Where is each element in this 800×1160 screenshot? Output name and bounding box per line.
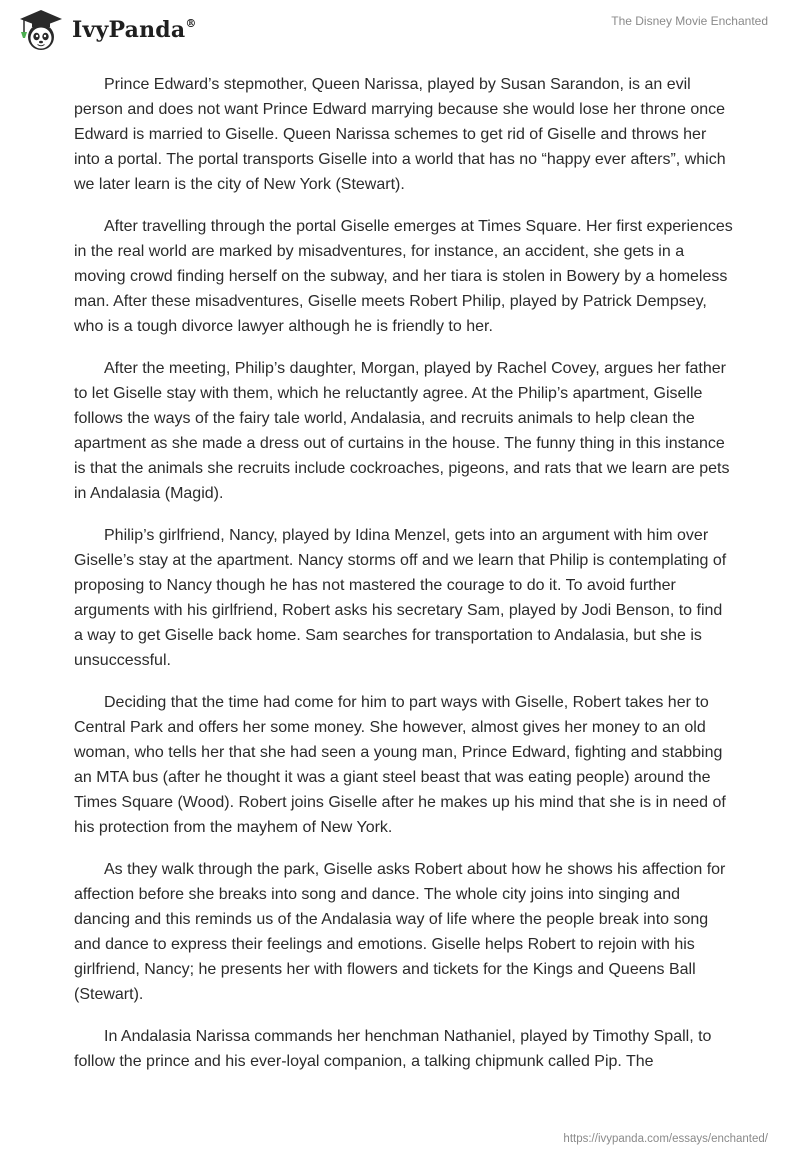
essay-body — [74, 72, 734, 1091]
document-title: The Disney Movie Enchanted — [611, 14, 768, 28]
paragraph: After the meeting, Philip’s daughter, Morgan, played by Rachel Covey, argues her father to let Giselle stay with them, which he reluctantly agree. At the Philip’s apartment, Giselle follows the ways of the fairy tale world, Andalasia, and recruits animals to help clean the apartment as she made a dress out of curtains in the house. The funny thing in this instance is that the animals she recruits include cockroaches, pigeons, and rats that we learn are pets in Andalasia (Magid). — [74, 360, 730, 502]
paragraph: After travelling through the portal Giselle emerges at Times Square. Her first experiences in the real world are marked by misadventures, for instance, an accident, she gets in a moving crowd finding herself on the subway, and her tiara is stolen in Bowery by a homeless man. After these misadventures, Giselle meets Robert Philip, played by Patrick Dempsey, who is a tough divorce lawyer although he is friendly to her. — [74, 218, 733, 335]
paragraph: Philip’s girlfriend, Nancy, played by Idina Menzel, gets into an argument with him over Giselle’s stay at the apartment. Nancy storms off and we learn that Philip is contemplating of proposing to Nancy though he has not mastered the courage to do it. To avoid further arguments with his girlfriend, Robert asks his secretary Sam, played by Jodi Benson, to find a way to get Giselle back home. Sam searches for transportation to Andalasia, but she is unsuccessful. — [74, 527, 727, 669]
page-header — [0, 0, 800, 60]
panda-graduate-icon — [16, 8, 66, 52]
registered-mark: ® — [185, 16, 197, 30]
source-url-link[interactable]: https://ivypanda.com/essays/enchanted/ — [563, 1133, 768, 1145]
paragraph: As they walk through the park, Giselle asks Robert about how he shows his affection for affection before she breaks into song and dance. The whole city joins into singing and dancing and this reminds us of the Andalasia way of life where the people break into song and dance to express their feelings and emotions. Giselle helps Robert to rejoin with his girlfriend, Nancy; he presents her with flowers and tickets for the Kings and Queens Ball (Stewart). — [74, 861, 726, 1003]
ivypanda-logo[interactable] — [16, 8, 197, 52]
paragraph: Prince Edward’s stepmother, Queen Narissa, played by Susan Sarandon, is an evil person and does not want Prince Edward marrying because she would lose her throne once Edward is married to Giselle. Queen Narissa schemes to get rid of Giselle and throws her into a portal. The portal transports Giselle into a world that has no “happy ever afters”, which we later learn is the city of New York (Stewart). — [74, 76, 726, 193]
paragraph: In Andalasia Narissa commands her henchman Nathaniel, played by Timothy Spall, to follow the prince and his ever-loyal companion, a talking chipmunk called Pip. The — [74, 1028, 712, 1070]
paragraph: Deciding that the time had come for him to part ways with Giselle, Robert takes her to Central Park and offers her some money. She however, almost gives her money to an old woman, who tells her that she had seen a young man, Prince Edward, fighting and stabbing an MTA bus (after he thought it was a giant steel beast that was eating people) around the Times Square (Wood). Robert joins Giselle after he makes up his mind that she is in need of his protection from the mayhem of New York. — [74, 694, 726, 836]
brand-name: IvyPanda® — [72, 16, 197, 43]
